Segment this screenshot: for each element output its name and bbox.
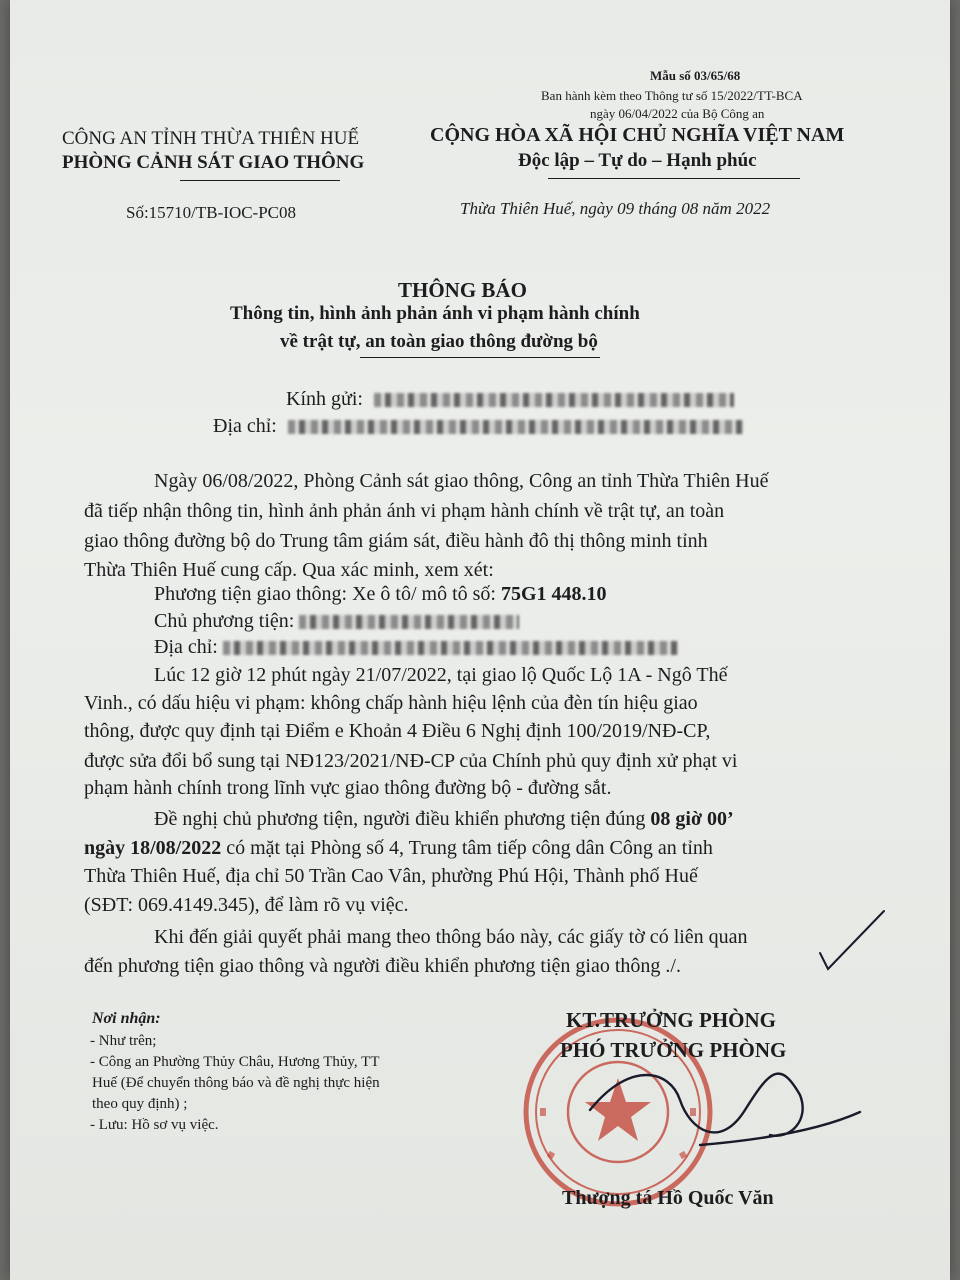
redacted-recipient-address	[288, 420, 743, 434]
redacted-owner-address	[223, 641, 678, 655]
receivers-title: Nơi nhận:	[92, 1010, 161, 1027]
national-title: CỘNG HÒA XÃ HỘI CHỦ NGHĨA VIỆT NAM	[430, 124, 845, 146]
vehicle-line	[154, 579, 607, 610]
signer-name: Thượng tá Hồ Quốc Văn	[562, 1187, 774, 1209]
issuer-underline	[180, 180, 340, 181]
signature-title-2: PHÓ TRƯỞNG PHÒNG	[560, 1038, 787, 1062]
p4-line-2: đến phương tiện giao thông và người điều khiển phương tiện giao thông ./.	[84, 955, 681, 977]
document-subtitle-1: Thông tin, hình ảnh phản ánh vi phạm hành chính	[230, 303, 640, 324]
p2-line-5: phạm hành chính trong lĩnh vực giao thông đường bộ - đường sắt.	[84, 777, 612, 799]
issue-date: Thừa Thiên Huế, ngày 09 tháng 08 năm 2022	[460, 199, 771, 218]
p3-appointment-time: 08 giờ 00’	[650, 808, 734, 830]
document-number: Số:15710/TB-IOC-PC08	[126, 203, 297, 222]
p3-appointment-date: ngày 18/08/2022	[84, 837, 222, 859]
p2-line-3: thông, được quy định tại Điểm e Khoản 4 Điều 6 Nghị định 100/2019/NĐ-CP,	[84, 720, 711, 742]
p3-text-b: có mặt tại Phòng số 4, Trung tâm tiếp công dân Công an tỉnh	[226, 837, 713, 859]
redacted-owner-name	[299, 615, 519, 629]
approval-tick-mark	[810, 905, 890, 975]
receiver-item: - Công an Phường Thủy Châu, Hương Thủy, TT	[90, 1054, 380, 1070]
receiver-item: - Như trên;	[90, 1033, 157, 1049]
owner-label: Chủ phương tiện:	[154, 610, 295, 632]
recipient-address-label: Địa chỉ:	[213, 415, 277, 437]
form-issued-line1: Ban hành kèm theo Thông tư số 15/2022/TT-BCA	[541, 88, 803, 103]
signature-title-1: KT.TRƯỞNG PHÒNG	[566, 1008, 776, 1032]
receiver-item: - Lưu: Hồ sơ vụ việc.	[90, 1117, 219, 1133]
document-title: THÔNG BÁO	[398, 278, 527, 302]
p3-line-3: Thừa Thiên Huế, địa chỉ 50 Trần Cao Vân, phường Phú Hội, Thành phố Huế	[84, 865, 698, 887]
national-motto: Độc lập – Tự do – Hạnh phúc	[518, 150, 757, 171]
document-subtitle-2-text: về trật tự, an toàn giao thông đường bộ	[280, 331, 598, 352]
receiver-item: theo quy định) ;	[92, 1096, 188, 1112]
redacted-recipient-name	[374, 393, 734, 407]
p1-line-2: đã tiếp nhận thông tin, hình ảnh phản ánh vi phạm hành chính về trật tự, an toàn	[84, 500, 725, 522]
owner-address-line	[154, 632, 678, 663]
form-issued-line2: ngày 06/04/2022 của Bộ Công an	[590, 106, 765, 121]
receiver-item: Huế (Để chuyển thông báo và đề nghị thực hiện	[92, 1075, 380, 1091]
p2-line-2: Vinh., có dấu hiệu vi phạm: không chấp hành hiệu lệnh của đèn tín hiệu giao	[84, 692, 698, 714]
receivers-list	[90, 1031, 380, 1136]
p3-line-4: (SĐT: 069.4149.345), để làm rõ vụ việc.	[84, 894, 409, 916]
issuer-agency: CÔNG AN TỈNH THỪA THIÊN HUẾ	[62, 128, 360, 149]
recipient-to-label: Kính gửi:	[286, 388, 363, 410]
form-number: Mẫu số 03/65/68	[650, 68, 741, 83]
p1-line-4: Thừa Thiên Huế cung cấp. Qua xác minh, xem xét:	[84, 559, 494, 581]
vehicle-plate: 75G1 448.10	[500, 583, 607, 605]
p4-line-1: Khi đến giải quyết phải mang theo thông báo này, các giấy tờ có liên quan	[154, 926, 748, 948]
p1-line-1: Ngày 06/08/2022, Phòng Cảnh sát giao thông, Công an tỉnh Thừa Thiên Huế	[154, 470, 769, 492]
p1-line-3: giao thông đường bộ do Trung tâm giám sát, điều hành đô thị thông minh tỉnh	[84, 530, 708, 552]
p2-line-4: được sửa đổi bổ sung tại NĐ123/2021/NĐ-CP của Chính phủ quy định xử phạt vi	[84, 750, 738, 772]
document-subtitle-2	[280, 331, 598, 353]
owner-address-label: Địa chỉ:	[154, 636, 218, 658]
subtitle-underline	[360, 357, 600, 358]
motto-underline	[548, 178, 800, 179]
notice-body	[84, 466, 914, 986]
recipient-address	[213, 415, 743, 438]
p2-line-1: Lúc 12 giờ 12 phút ngày 21/07/2022, tại giao lộ Quốc Lộ 1A - Ngô Thế	[154, 664, 728, 686]
recipient-to	[286, 388, 734, 411]
vehicle-label: Phương tiện giao thông: Xe ô tô/ mô tô số:	[154, 583, 496, 605]
p3-line-1	[154, 804, 734, 835]
issuer-department: PHÒNG CẢNH SÁT GIAO THÔNG	[62, 152, 365, 173]
p3-line-2	[84, 833, 713, 864]
p3-text-a: Đề nghị chủ phương tiện, người điều khiển phương tiện đúng	[154, 808, 646, 830]
document-page	[10, 0, 950, 1280]
